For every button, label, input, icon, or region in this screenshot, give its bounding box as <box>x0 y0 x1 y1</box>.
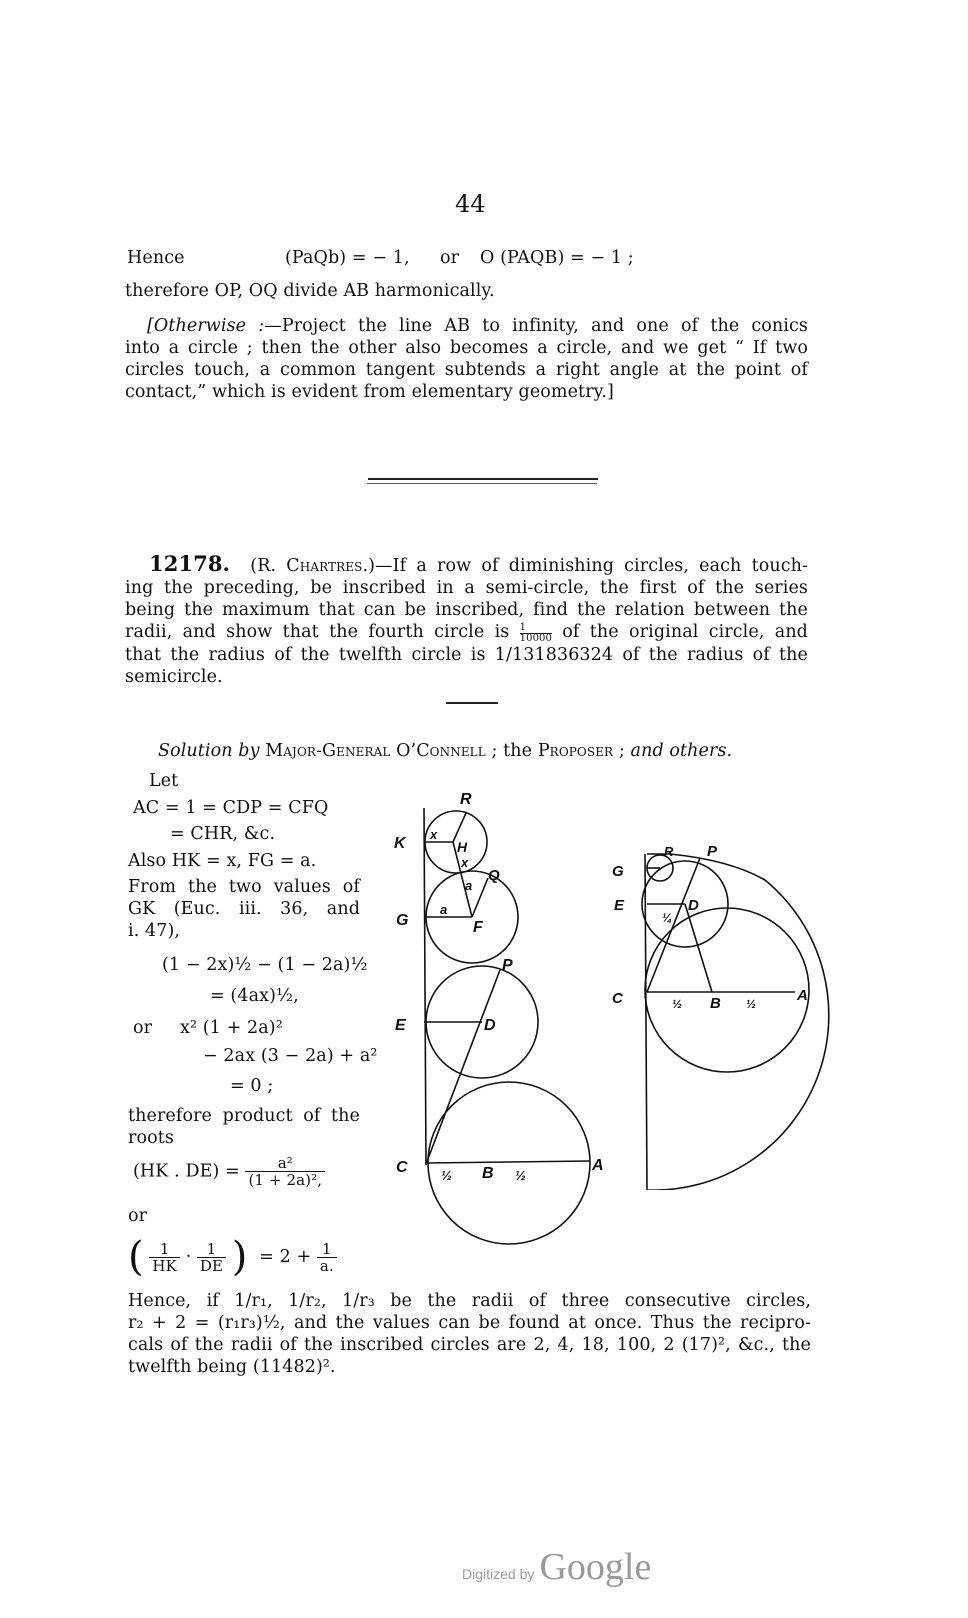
fraction-1-de: $\frac{1}{DE}$ <box>197 1241 226 1274</box>
label-p: P <box>707 843 718 860</box>
solution-text: therefore product of the <box>128 1106 360 1126</box>
equation: = (4ax)½, <box>210 986 299 1006</box>
label-g: G <box>612 863 624 880</box>
circle-b <box>645 908 809 1072</box>
equation: − 2ax (3 − 2a) + a² <box>203 1046 378 1066</box>
label-a: A <box>797 987 808 1004</box>
radius-hr <box>453 813 466 842</box>
problem-line: being the maximum that can be inscribed, find the relation between the <box>125 600 808 620</box>
equation-1: (PaQb) = − 1, <box>285 248 410 268</box>
fraction-1-hk: $\frac{1}{HK}$ <box>149 1241 180 1274</box>
label-b: B <box>710 995 721 1012</box>
section-divider-secondary <box>367 483 597 484</box>
label-r: R <box>460 791 472 808</box>
google-watermark <box>462 1545 651 1589</box>
equation: x² (1 + 2a)² <box>180 1018 283 1038</box>
problem-statement <box>125 553 808 688</box>
solution-header: Solution by Major-General O’Connell ; the Proposer ; and others. <box>158 741 733 761</box>
fraction-1-a: $\frac{1}{a.}$ <box>317 1241 337 1274</box>
solution-text: roots <box>128 1128 174 1148</box>
label-r: R <box>664 844 674 859</box>
problem-number: 12178. <box>149 551 230 576</box>
label-k: K <box>394 835 406 852</box>
fraction-one-ten-thousandth: $\frac{1}{10000}$ <box>519 622 552 644</box>
solution-text: AC = 1 = CDP = CFQ <box>133 798 329 818</box>
therefore-line: therefore OP, OQ divide AB harmonically. <box>125 281 495 301</box>
conclusion-line: twelfth being (11482)². <box>128 1357 336 1377</box>
label-quarter: ¼ <box>662 911 673 925</box>
problem-line: radii, and show that the fourth circle is <box>125 622 510 642</box>
diameter-ca <box>426 1161 590 1163</box>
label-half: ½ <box>672 997 683 1011</box>
problem-line: ing the preceding, be inscribed in a semi-circle, the first of the series <box>125 578 808 598</box>
label-e: E <box>614 897 625 914</box>
solution-text: Also HK = x, FG = a. <box>128 851 317 871</box>
label-c: C <box>612 990 623 1007</box>
otherwise-line: —Project the line AB to infinity, and one of the conics <box>264 316 808 336</box>
product-equation: (HK . DE) = $\frac{\text{a²}}{\text{(1 + 2a)²,}}$ <box>133 1155 325 1188</box>
otherwise-paragraph <box>125 315 808 403</box>
solver-name: Major-General O’Connell <box>265 741 486 761</box>
problem-line: that the radius of the twelfth circle is 1/131836324 of the radius of the <box>125 645 808 665</box>
others-label: and others. <box>630 741 733 761</box>
vertical-tangent-line <box>424 808 426 1165</box>
conclusion-line: Hence, if 1/r₁, 1/r₂, 1/r₃ be the radii of three consecutive circles, <box>128 1291 811 1311</box>
hence-label: Hence <box>127 248 185 268</box>
watermark-prefix: Digitized by <box>462 1566 535 1582</box>
label-a: A <box>592 1157 604 1174</box>
label-g: G <box>396 912 409 929</box>
otherwise-label: [Otherwise : <box>147 316 265 336</box>
diagram-right <box>610 840 840 1190</box>
vertical-tangent-line <box>645 854 647 1190</box>
google-logo: Google <box>539 1546 652 1588</box>
equation: = 0 ; <box>230 1076 274 1096</box>
label-c: C <box>396 1159 408 1176</box>
label-b: B <box>482 1165 494 1182</box>
problem-line: —If a row of diminishing circles, each touch- <box>375 556 808 576</box>
label-a: a <box>465 878 473 893</box>
problem-author: (R. Chartres.) <box>250 556 376 576</box>
label-a: a <box>440 902 448 917</box>
line-pc <box>426 970 500 1164</box>
conclusion-paragraph <box>128 1290 811 1378</box>
label-q: Q <box>488 867 500 884</box>
line-db <box>685 904 712 992</box>
solution-text: or <box>128 1206 148 1226</box>
label-x: x <box>461 855 469 870</box>
conclusion-line: cals of the radii of the inscribed circles are 2, 4, 18, 100, 2 (17)², &c., the <box>128 1335 811 1355</box>
conclusion-line: r₂ + 2 = (r₁r₃)½, and the values can be found at once. Thus the recipro- <box>128 1313 811 1333</box>
page-number: 44 <box>455 190 486 218</box>
reciprocal-equation: ( $\frac{1}{HK}$ · $\frac{1}{DE}$ ) = 2 + $\frac{1}{a.}$ <box>128 1237 337 1277</box>
solution-text: GK (Euc. iii. 36, and <box>128 899 360 919</box>
short-divider <box>446 702 498 704</box>
equation: (1 − 2x)½ − (1 − 2a)½ <box>162 955 368 975</box>
equation-2: O (PAQB) = − 1 ; <box>480 248 634 268</box>
section-divider <box>368 478 598 480</box>
label-half: ½ <box>746 997 757 1011</box>
label-f: F <box>473 919 483 936</box>
label-h: H <box>457 839 468 855</box>
proposer-label: Proposer <box>537 741 614 761</box>
solution-text: = CHR, &c. <box>170 824 276 844</box>
solution-text: Let <box>149 771 179 791</box>
solution-text: From the two values of <box>128 877 360 897</box>
otherwise-line: circles touch, a common tangent subtends a right angle at the point of <box>125 360 808 380</box>
solution-text: i. 47), <box>128 921 181 941</box>
label-d: D <box>688 897 699 914</box>
or-label: or <box>440 248 460 268</box>
label-half: ½ <box>441 1168 452 1183</box>
fraction-a2: $\frac{\text{a²}}{\text{(1 + 2a)²,}}$ <box>245 1155 325 1188</box>
label-x: x <box>430 827 438 842</box>
label-d: D <box>484 1017 496 1034</box>
solution-text: or <box>133 1018 153 1038</box>
otherwise-line: into a circle ; then the other also becomes a circle, and we get “ If two <box>125 338 808 358</box>
otherwise-line: contact,” which is evident from elementary geometry.] <box>125 382 614 402</box>
radius-fq <box>472 878 488 917</box>
label-p: P <box>502 957 513 974</box>
solution-by-label: Solution by <box>158 741 260 761</box>
label-half: ½ <box>515 1168 526 1183</box>
diagram-left <box>380 780 610 1250</box>
problem-line: semicircle. <box>125 667 223 687</box>
label-e: E <box>395 1017 406 1034</box>
problem-line: of the original circle, and <box>562 622 808 642</box>
